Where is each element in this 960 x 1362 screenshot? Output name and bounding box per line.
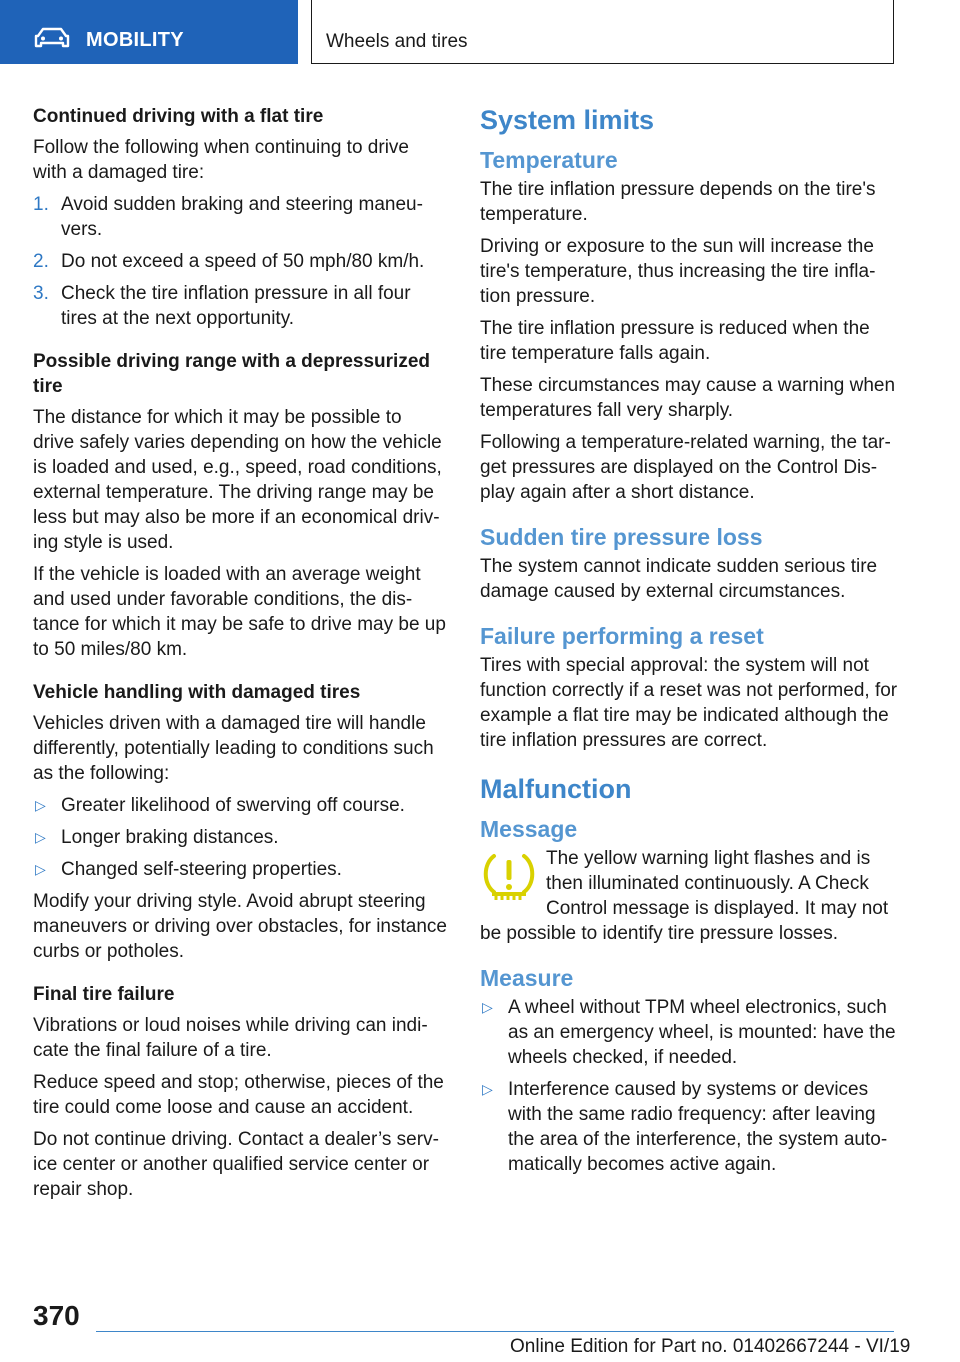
list-item: ▷ Changed self-steering properties. bbox=[35, 859, 342, 880]
heading-sudden-loss: Sudden tire pressure loss bbox=[480, 524, 763, 550]
paragraph: Vibrations or loud noises while driving can indi‐ cate the final failure of a tire. bbox=[33, 1015, 428, 1061]
left-column bbox=[33, 104, 448, 1209]
paragraph: These circumstances may cause a warning when temperatures fall very sharply. bbox=[480, 375, 896, 421]
car-icon bbox=[34, 26, 70, 50]
triangle-bullet-icon: ▷ bbox=[482, 999, 493, 1015]
step-number: 2. bbox=[33, 251, 49, 272]
list-item: ▷ A wheel without TPM wheel electronics, such as an emergency wheel, is mounted: have the wheels checked, if needed. bbox=[482, 997, 896, 1068]
triangle-bullet-icon: ▷ bbox=[482, 1081, 493, 1097]
heading-failure-reset: Failure performing a reset bbox=[480, 623, 764, 649]
measure-list bbox=[480, 995, 900, 1177]
list-item: ▷ Longer braking distances. bbox=[35, 827, 279, 848]
step-number: 1. bbox=[33, 194, 49, 215]
paragraph: The yellow warning light flashes and is then illuminated continuously. A Check Control message is displayed. It may not be possible to identify tire pressure losses. bbox=[480, 848, 889, 944]
heading-message: Message bbox=[480, 816, 578, 842]
heading-measure: Measure bbox=[480, 965, 574, 991]
paragraph: Modify your driving style. Avoid abrupt steering maneuvers or driving over obstacles, for instance curbs or potholes. bbox=[33, 891, 447, 962]
steps-list bbox=[33, 192, 448, 331]
paragraph: Following a temperature-related warning, the tar‐ get pressures are displayed on the Control Dis‐ play again after a short distance. bbox=[480, 432, 891, 503]
triangle-bullet-icon: ▷ bbox=[35, 797, 46, 813]
tire-pressure-warning-icon bbox=[480, 848, 538, 904]
heading-continued-driving: Continued driving with a flat tire bbox=[33, 106, 324, 127]
paragraph: The distance for which it may be possible to drive safely varies depending on how the vehicle is loaded and used, e.g., speed, road conditions, external temperature. The driving range may be less but may also be more if an economical driv‐ ing style is used. bbox=[33, 407, 442, 553]
paragraph: Driving or exposure to the sun will increase the tire's temperature, thus increasing the tire infla‐ tion pressure. bbox=[480, 236, 876, 307]
edition-text: Online Edition for Part no. 01402667244 - VI/19 bbox=[510, 1336, 911, 1357]
triangle-bullet-icon: ▷ bbox=[35, 861, 46, 877]
step-text: Check the tire inflation pressure in all four tires at the next opportunity. bbox=[61, 283, 411, 329]
paragraph: The tire inflation pressure is reduced when the tire temperature falls again. bbox=[480, 318, 870, 364]
paragraph: The tire inflation pressure depends on the tire's temperature. bbox=[480, 179, 876, 225]
section-tab bbox=[0, 0, 298, 64]
message-block bbox=[480, 846, 900, 946]
paragraph: Reduce speed and stop; otherwise, pieces of the tire could come loose and cause an accident. bbox=[33, 1072, 444, 1118]
section-label: MOBILITY bbox=[86, 29, 184, 51]
page-number: 370 bbox=[33, 1300, 80, 1331]
paragraph: Do not continue driving. Contact a dealer’s serv‐ ice center or another qualified service center or repair shop. bbox=[33, 1129, 439, 1200]
list-item bbox=[33, 281, 448, 331]
right-column bbox=[480, 104, 900, 1184]
list-item bbox=[33, 192, 448, 242]
step-number: 3. bbox=[33, 283, 49, 304]
heading-system-limits: System limits bbox=[480, 105, 655, 135]
heading-temperature: Temperature bbox=[480, 147, 618, 173]
heading-malfunction: Malfunction bbox=[480, 774, 632, 804]
footer-divider bbox=[96, 1331, 894, 1332]
heading-vehicle-handling: Vehicle handling with damaged tires bbox=[33, 682, 361, 703]
step-text: Do not exceed a speed of 50 mph/80 km/h. bbox=[61, 251, 425, 272]
heading-final-failure: Final tire failure bbox=[33, 984, 175, 1005]
list-item bbox=[33, 249, 448, 274]
paragraph: If the vehicle is loaded with an average weight and used under favorable conditions, the dis‐ tance for which it may be safe to drive may be up to 50 miles/80 km. bbox=[33, 564, 446, 660]
paragraph: Tires with special approval: the system will not function correctly if a reset was not performed, for example a flat tire may be indicated although the tire inflation pressures are correct. bbox=[480, 655, 898, 751]
paragraph: Vehicles driven with a damaged tire will handle differently, potentially leading to conditions such as the following: bbox=[33, 713, 434, 784]
handling-list bbox=[33, 793, 448, 882]
list-item: ▷ Greater likelihood of swerving off course. bbox=[35, 795, 405, 816]
list-item: ▷ Interference caused by systems or devices with the same radio frequency: after leaving the area of the interference, the system auto‐ matically becomes active again. bbox=[482, 1079, 888, 1175]
chapter-tab bbox=[311, 0, 894, 64]
paragraph: The system cannot indicate sudden serious tire damage caused by external circumstances. bbox=[480, 556, 878, 602]
chapter-title: Wheels and tires bbox=[326, 31, 468, 52]
paragraph: Follow the following when continuing to drive with a damaged tire: bbox=[33, 137, 409, 183]
triangle-bullet-icon: ▷ bbox=[35, 829, 46, 845]
step-text: Avoid sudden braking and steering maneu‐ vers. bbox=[61, 194, 423, 240]
heading-driving-range: Possible driving range with a depressurized tire bbox=[33, 351, 430, 397]
